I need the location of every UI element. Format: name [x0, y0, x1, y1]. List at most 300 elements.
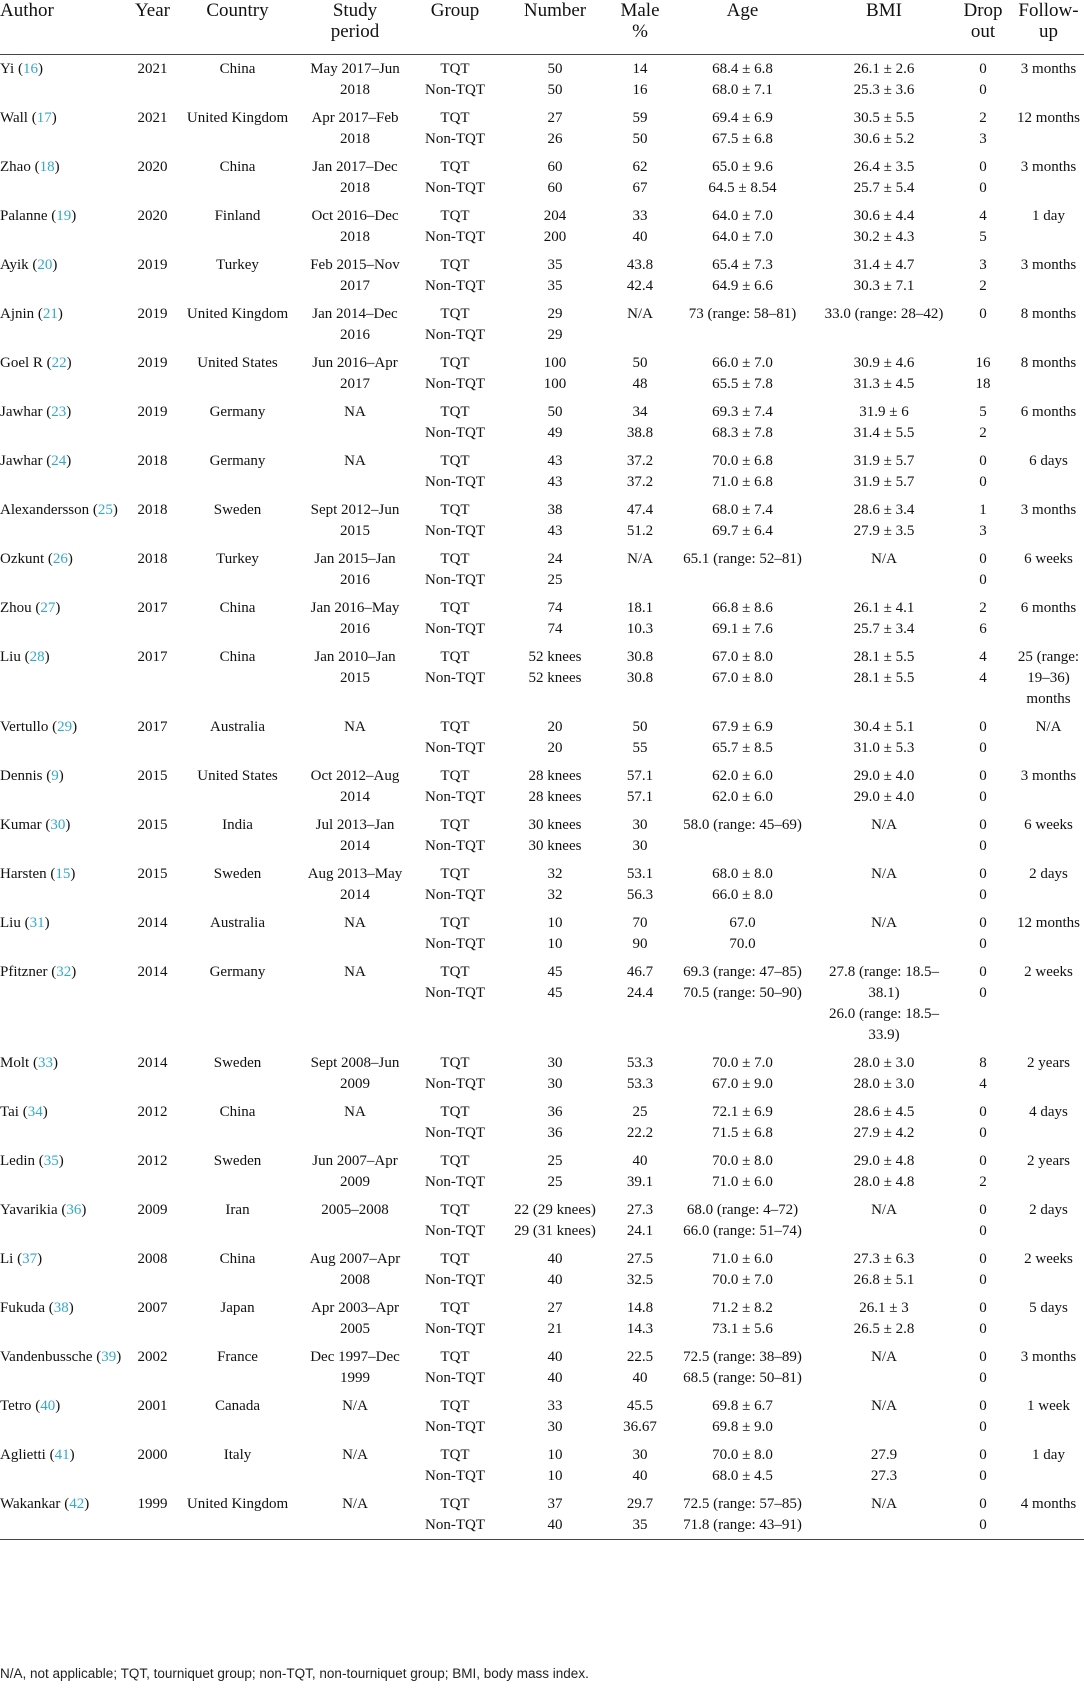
cell-year: 2021 — [137, 110, 168, 126]
numbers-value: 25 — [547, 1174, 563, 1190]
cell-year: 2021 — [137, 61, 168, 77]
author-name: Ozkunt — [0, 551, 45, 567]
cell-year: 2017 — [137, 719, 168, 735]
bmi-value: 31.9 ± 5.7 — [853, 453, 915, 469]
age-value: 64.5 ± 8.54 — [708, 180, 777, 196]
header-male-line1: Male — [620, 0, 660, 21]
reference-link[interactable]: 24 — [51, 453, 67, 469]
bmi-value: 31.4 ± 5.5 — [853, 425, 915, 441]
reference-link[interactable]: 23 — [51, 404, 67, 420]
reference-link[interactable]: 42 — [69, 1496, 85, 1512]
male-value: 67 — [632, 180, 648, 196]
male-value: N/A — [627, 551, 653, 567]
age-value: 69.7 ± 6.4 — [712, 523, 773, 539]
groups-value: Non-TQT — [425, 670, 485, 686]
cell-year: 2008 — [137, 1251, 168, 1267]
cell-male — [610, 1098, 670, 1147]
cell-numbers — [500, 811, 610, 860]
cell-male — [610, 762, 670, 811]
cell-bmi — [815, 958, 953, 1049]
cell-age — [670, 643, 815, 713]
cell-bmi — [815, 1490, 953, 1540]
cell-groups — [410, 713, 500, 762]
cell-groups — [410, 104, 500, 153]
groups-value: TQT — [440, 1104, 470, 1120]
cell-country: United States — [197, 768, 278, 784]
cell-year: 2017 — [137, 600, 168, 616]
male-value: 22.5 — [626, 1349, 654, 1365]
cell-dropout — [953, 1049, 1013, 1098]
reference-link[interactable]: 39 — [101, 1349, 117, 1365]
cell-male — [610, 594, 670, 643]
age-value: 69.3 ± 7.4 — [712, 404, 773, 420]
bmi-value: 26.1 ± 3 — [859, 1300, 909, 1316]
cell-author: Tai (34) — [0, 1104, 48, 1120]
cell-groups — [410, 1098, 500, 1147]
cell-bmi — [815, 153, 953, 202]
numbers-value: 10 — [547, 1468, 563, 1484]
cell-bmi — [815, 1245, 953, 1294]
cell-followup: 3 months — [1020, 159, 1077, 175]
reference-link[interactable]: 37 — [22, 1251, 38, 1267]
male-value: 37.2 — [626, 453, 654, 469]
numbers-value: 200 — [543, 229, 567, 245]
groups-value: Non-TQT — [425, 1370, 485, 1386]
groups-value: TQT — [440, 1153, 470, 1169]
cell-year: 2019 — [137, 306, 168, 322]
groups-value: Non-TQT — [425, 572, 485, 588]
dropout-value: 0 — [979, 453, 987, 469]
groups-value: TQT — [440, 1398, 470, 1414]
cell-country: Finland — [214, 208, 261, 224]
numbers-value: 30 knees — [528, 817, 582, 833]
cell-bmi — [815, 496, 953, 545]
author-name: Palanne — [0, 208, 48, 224]
reference-link[interactable]: 34 — [27, 1104, 43, 1120]
bmi-value: 25.3 ± 3.6 — [853, 82, 915, 98]
groups-value: TQT — [440, 355, 470, 371]
bmi-value: 29.0 ± 4.0 — [853, 789, 915, 805]
groups-value: Non-TQT — [425, 327, 485, 343]
bmi-value: 27.9 ± 4.2 — [853, 1125, 915, 1141]
table-row — [0, 349, 1084, 398]
age-value: 72.5 (range: 57–85) — [683, 1496, 802, 1512]
cell-groups — [410, 1490, 500, 1540]
reference-link[interactable]: 28 — [29, 649, 45, 665]
dropout-value: 0 — [979, 768, 987, 784]
cell-bmi — [815, 1049, 953, 1098]
cell-bmi — [815, 300, 953, 349]
reference-link[interactable]: 16 — [22, 61, 38, 77]
cell-country: China — [219, 159, 256, 175]
male-value: 38.8 — [626, 425, 654, 441]
cell-male — [610, 349, 670, 398]
age-value: 68.0 ± 8.0 — [712, 866, 773, 882]
table-row — [0, 1392, 1084, 1441]
bmi-value: 33.0 (range: 28–42) — [824, 306, 944, 322]
age-value: 66.8 ± 8.6 — [712, 600, 773, 616]
cell-followup: 8 months — [1020, 306, 1077, 322]
author-name: Kumar — [0, 817, 42, 833]
male-value: 25 — [632, 1104, 648, 1120]
bmi-value: 28.6 ± 4.5 — [853, 1104, 915, 1120]
cell-country: Germany — [209, 453, 266, 469]
reference-link[interactable]: 32 — [56, 964, 72, 980]
bmi-value: 28.1 ± 5.5 — [853, 670, 915, 686]
cell-age — [670, 909, 815, 958]
groups-value: TQT — [440, 1055, 470, 1071]
cell-bmi — [815, 860, 953, 909]
groups-value: Non-TQT — [425, 474, 485, 490]
numbers-value: 27 — [547, 1300, 563, 1316]
dropout-value: 3 — [979, 257, 987, 273]
male-value: 32.5 — [626, 1272, 654, 1288]
cell-dropout — [953, 909, 1013, 958]
cell-followup: 3 months — [1020, 61, 1077, 77]
cell-followup: 3 months — [1020, 768, 1077, 784]
cell-year: 2020 — [137, 159, 168, 175]
cell-age — [670, 1049, 815, 1098]
bmi-value: 26.5 ± 2.8 — [853, 1321, 915, 1337]
cell-author: Li (37) — [0, 1251, 43, 1267]
cell-period: Jun 2016–Apr 2017 — [312, 355, 398, 392]
reference-link[interactable]: 9 — [51, 768, 59, 784]
age-value: 68.0 ± 4.5 — [712, 1468, 773, 1484]
age-value: 69.3 (range: 47–85) — [683, 964, 802, 980]
cell-period: Sept 2012–Jun 2015 — [310, 502, 400, 539]
groups-value: Non-TQT — [425, 985, 485, 1001]
cell-dropout — [953, 643, 1013, 713]
reference-link[interactable]: 26 — [52, 551, 68, 567]
header-age: Age — [670, 0, 815, 55]
cell-bmi — [815, 1098, 953, 1147]
cell-male — [610, 1147, 670, 1196]
age-value: 70.0 ± 8.0 — [712, 1153, 773, 1169]
cell-male — [610, 1245, 670, 1294]
male-value: 30.8 — [626, 649, 654, 665]
cell-period: Jan 2014–Dec 2016 — [312, 306, 398, 343]
bmi-value: 26.1 ± 2.6 — [853, 61, 915, 77]
male-value: 24.4 — [626, 985, 654, 1001]
cell-male — [610, 55, 670, 105]
cell-numbers — [500, 958, 610, 1049]
bmi-value: 31.4 ± 4.7 — [853, 257, 915, 273]
bmi-value — [817, 1368, 951, 1389]
groups-value: Non-TQT — [425, 887, 485, 903]
numbers-value: 37 — [547, 1496, 563, 1512]
cell-numbers — [500, 251, 610, 300]
cell-numbers — [500, 300, 610, 349]
bmi-value — [817, 1221, 951, 1242]
groups-value: TQT — [440, 61, 470, 77]
cell-numbers — [500, 1294, 610, 1343]
cell-age — [670, 1441, 815, 1490]
cell-numbers — [500, 762, 610, 811]
bmi-value: 26.0 (range: 18.5–33.9) — [829, 1006, 939, 1043]
cell-age — [670, 762, 815, 811]
cell-year: 2012 — [137, 1153, 168, 1169]
groups-value: TQT — [440, 404, 470, 420]
header-year: Year — [130, 0, 175, 55]
cell-male — [610, 860, 670, 909]
male-value: 50 — [632, 719, 648, 735]
male-value: 18.1 — [626, 600, 654, 616]
author-name: Tai — [0, 1104, 19, 1120]
cell-followup: 12 months — [1017, 915, 1080, 931]
reference-link[interactable]: 40 — [40, 1398, 56, 1414]
reference-link[interactable]: 18 — [39, 159, 55, 175]
bmi-value — [817, 836, 951, 857]
cell-author: Fukuda (38) — [0, 1300, 74, 1316]
table-row — [0, 55, 1084, 105]
male-value: 53.3 — [626, 1055, 654, 1071]
male-value: 42.4 — [626, 278, 654, 294]
age-value: 68.0 ± 7.1 — [712, 82, 773, 98]
dropout-value: 0 — [979, 1300, 987, 1316]
age-value: 68.0 (range: 4–72) — [686, 1202, 799, 1218]
reference-link[interactable]: 31 — [29, 915, 45, 931]
cell-age — [670, 153, 815, 202]
dropout-value: 2 — [979, 425, 987, 441]
numbers-value: 32 — [547, 887, 563, 903]
cell-dropout — [953, 1098, 1013, 1147]
table-footnote: N/A, not applicable; TQT, tourniquet group; non-TQT, non-tourniquet group; BMI, body mass index. — [0, 1666, 589, 1681]
cell-country: Australia — [210, 915, 265, 931]
numbers-value: 40 — [547, 1272, 563, 1288]
cell-period: NA — [344, 964, 366, 980]
male-value: 14.8 — [626, 1300, 654, 1316]
cell-period: Jan 2015–Jan 2016 — [314, 551, 396, 588]
male-value — [612, 325, 668, 346]
reference-link[interactable]: 20 — [37, 257, 53, 273]
cell-dropout — [953, 545, 1013, 594]
header-male-line2: % — [632, 21, 648, 42]
reference-link[interactable]: 38 — [53, 1300, 69, 1316]
age-value: 66.0 ± 7.0 — [712, 355, 773, 371]
numbers-value: 28 knees — [528, 789, 582, 805]
cell-period: May 2017–Jun 2018 — [310, 61, 400, 98]
male-value: 30 — [632, 838, 648, 854]
reference-link[interactable]: 36 — [66, 1202, 82, 1218]
bmi-value: 31.9 ± 6 — [859, 404, 909, 420]
numbers-value: 29 (31 knees) — [514, 1223, 596, 1239]
cell-groups — [410, 300, 500, 349]
dropout-value: 0 — [979, 1468, 987, 1484]
dropout-value: 0 — [979, 1496, 987, 1512]
groups-value: Non-TQT — [425, 1517, 485, 1533]
cell-age — [670, 713, 815, 762]
cell-dropout — [953, 447, 1013, 496]
cell-male — [610, 1343, 670, 1392]
cell-groups — [410, 1049, 500, 1098]
age-value: 64.0 ± 7.0 — [712, 229, 773, 245]
cell-followup: 2 weeks — [1024, 1251, 1073, 1267]
cell-author: Liu (31) — [0, 915, 50, 931]
dropout-value: 2 — [979, 1174, 987, 1190]
dropout-value: 16 — [975, 355, 991, 371]
groups-value: Non-TQT — [425, 621, 485, 637]
author-name: Wall — [0, 110, 28, 126]
age-value: 72.5 (range: 38–89) — [683, 1349, 802, 1365]
male-value: 62 — [632, 159, 648, 175]
numbers-value: 43 — [547, 453, 563, 469]
author-name: Liu — [0, 649, 21, 665]
header-dropout — [953, 0, 1013, 55]
groups-value: TQT — [440, 453, 470, 469]
cell-followup: 4 days — [1029, 1104, 1068, 1120]
bmi-value: N/A — [871, 1349, 897, 1365]
cell-numbers — [500, 1049, 610, 1098]
cell-country: Canada — [215, 1398, 260, 1414]
age-value: 67.0 ± 8.0 — [712, 670, 773, 686]
male-value: 40 — [632, 229, 648, 245]
cell-period: Jan 2017–Dec 2018 — [312, 159, 398, 196]
cell-followup: 6 days — [1029, 453, 1068, 469]
reference-link[interactable]: 33 — [37, 1055, 53, 1071]
reference-link[interactable]: 15 — [55, 866, 71, 882]
bmi-value: 30.6 ± 5.2 — [853, 131, 915, 147]
cell-country: Germany — [209, 964, 266, 980]
bmi-value: 30.9 ± 4.6 — [853, 355, 915, 371]
author-name: Ajnin — [0, 306, 35, 322]
reference-link[interactable]: 35 — [43, 1153, 59, 1169]
numbers-value: 36 — [547, 1104, 563, 1120]
groups-value: TQT — [440, 817, 470, 833]
cell-male — [610, 300, 670, 349]
reference-link[interactable]: 22 — [51, 355, 67, 371]
cell-age — [670, 958, 815, 1049]
male-value: 33 — [632, 208, 648, 224]
age-value: 64.9 ± 6.6 — [712, 278, 773, 294]
cell-groups — [410, 447, 500, 496]
cell-groups — [410, 860, 500, 909]
dropout-value: 0 — [979, 474, 987, 490]
cell-numbers — [500, 447, 610, 496]
age-value: 71.0 ± 6.0 — [712, 1174, 773, 1190]
cell-followup: 2 years — [1027, 1055, 1070, 1071]
groups-value: Non-TQT — [425, 1076, 485, 1092]
numbers-value: 49 — [547, 425, 563, 441]
bmi-value: N/A — [871, 1398, 897, 1414]
cell-followup: 6 months — [1020, 404, 1077, 420]
cell-year: 2014 — [137, 915, 168, 931]
bmi-value: 31.0 ± 5.3 — [853, 740, 915, 756]
numbers-value: 29 — [547, 327, 563, 343]
reference-link[interactable]: 17 — [36, 110, 52, 126]
bmi-value: 27.9 — [870, 1447, 898, 1463]
numbers-value: 10 — [547, 915, 563, 931]
dropout-value: 0 — [979, 1321, 987, 1337]
age-value: 70.5 (range: 50–90) — [683, 985, 802, 1001]
cell-country: China — [219, 1251, 256, 1267]
cell-author: Ozkunt (26) — [0, 551, 73, 567]
cell-dropout — [953, 1294, 1013, 1343]
cell-dropout — [953, 153, 1013, 202]
cell-male — [610, 643, 670, 713]
reference-link[interactable]: 25 — [97, 502, 113, 518]
cell-country: China — [219, 1104, 256, 1120]
dropout-value — [955, 325, 1011, 346]
groups-value: TQT — [440, 600, 470, 616]
cell-male — [610, 153, 670, 202]
cell-dropout — [953, 1392, 1013, 1441]
reference-link[interactable]: 30 — [50, 817, 66, 833]
cell-dropout — [953, 1245, 1013, 1294]
reference-link[interactable]: 27 — [40, 600, 56, 616]
cell-dropout — [953, 713, 1013, 762]
male-value: 45.5 — [626, 1398, 654, 1414]
cell-author: Jawhar (24) — [0, 453, 72, 469]
author-name: Vandenbussche — [0, 1349, 93, 1365]
cell-male — [610, 713, 670, 762]
reference-link[interactable]: 21 — [42, 306, 58, 322]
groups-value: Non-TQT — [425, 131, 485, 147]
age-value: 71.0 ± 6.0 — [712, 1251, 773, 1267]
cell-numbers — [500, 1392, 610, 1441]
age-value: 65.4 ± 7.3 — [712, 257, 773, 273]
cell-male — [610, 447, 670, 496]
dropout-value: 5 — [979, 404, 987, 420]
male-value — [612, 570, 668, 591]
male-value: 50 — [632, 355, 648, 371]
bmi-value: N/A — [871, 1496, 897, 1512]
cell-year: 2017 — [137, 649, 168, 665]
cell-age — [670, 496, 815, 545]
reference-link[interactable]: 29 — [57, 719, 73, 735]
cell-followup: 1 week — [1027, 1398, 1070, 1414]
bmi-value — [817, 570, 951, 591]
reference-link[interactable]: 41 — [54, 1447, 70, 1463]
header-author: Author — [0, 0, 130, 55]
dropout-value: 2 — [979, 278, 987, 294]
author-name: Yavarikia — [0, 1202, 58, 1218]
male-value: 10.3 — [626, 621, 654, 637]
cell-dropout — [953, 349, 1013, 398]
cell-year: 2019 — [137, 355, 168, 371]
male-value: 22.2 — [626, 1125, 654, 1141]
cell-period: NA — [344, 404, 366, 420]
cell-period: Oct 2012–Aug 2014 — [310, 768, 400, 805]
numbers-value: 50 — [547, 61, 563, 77]
cell-bmi — [815, 713, 953, 762]
cell-male — [610, 1294, 670, 1343]
cell-period: Jan 2016–May 2016 — [310, 600, 400, 637]
groups-value: Non-TQT — [425, 425, 485, 441]
numbers-value: 10 — [547, 1447, 563, 1463]
cell-age — [670, 1147, 815, 1196]
cell-age — [670, 447, 815, 496]
reference-link[interactable]: 19 — [56, 208, 72, 224]
cell-age — [670, 860, 815, 909]
male-value: 29.7 — [626, 1496, 654, 1512]
cell-dropout — [953, 104, 1013, 153]
cell-age — [670, 1343, 815, 1392]
male-value: 27.3 — [626, 1202, 654, 1218]
dropout-value: 0 — [979, 887, 987, 903]
bmi-value: N/A — [871, 866, 897, 882]
table-row — [0, 958, 1084, 1049]
dropout-value: 0 — [979, 1349, 987, 1365]
cell-year: 2009 — [137, 1202, 168, 1218]
cell-male — [610, 496, 670, 545]
male-value: 24.1 — [626, 1223, 654, 1239]
dropout-value: 3 — [979, 523, 987, 539]
groups-value: TQT — [440, 964, 470, 980]
bmi-value — [817, 934, 951, 955]
numbers-value: 28 knees — [528, 768, 582, 784]
age-value: 68.0 ± 7.4 — [712, 502, 773, 518]
cell-numbers — [500, 1343, 610, 1392]
